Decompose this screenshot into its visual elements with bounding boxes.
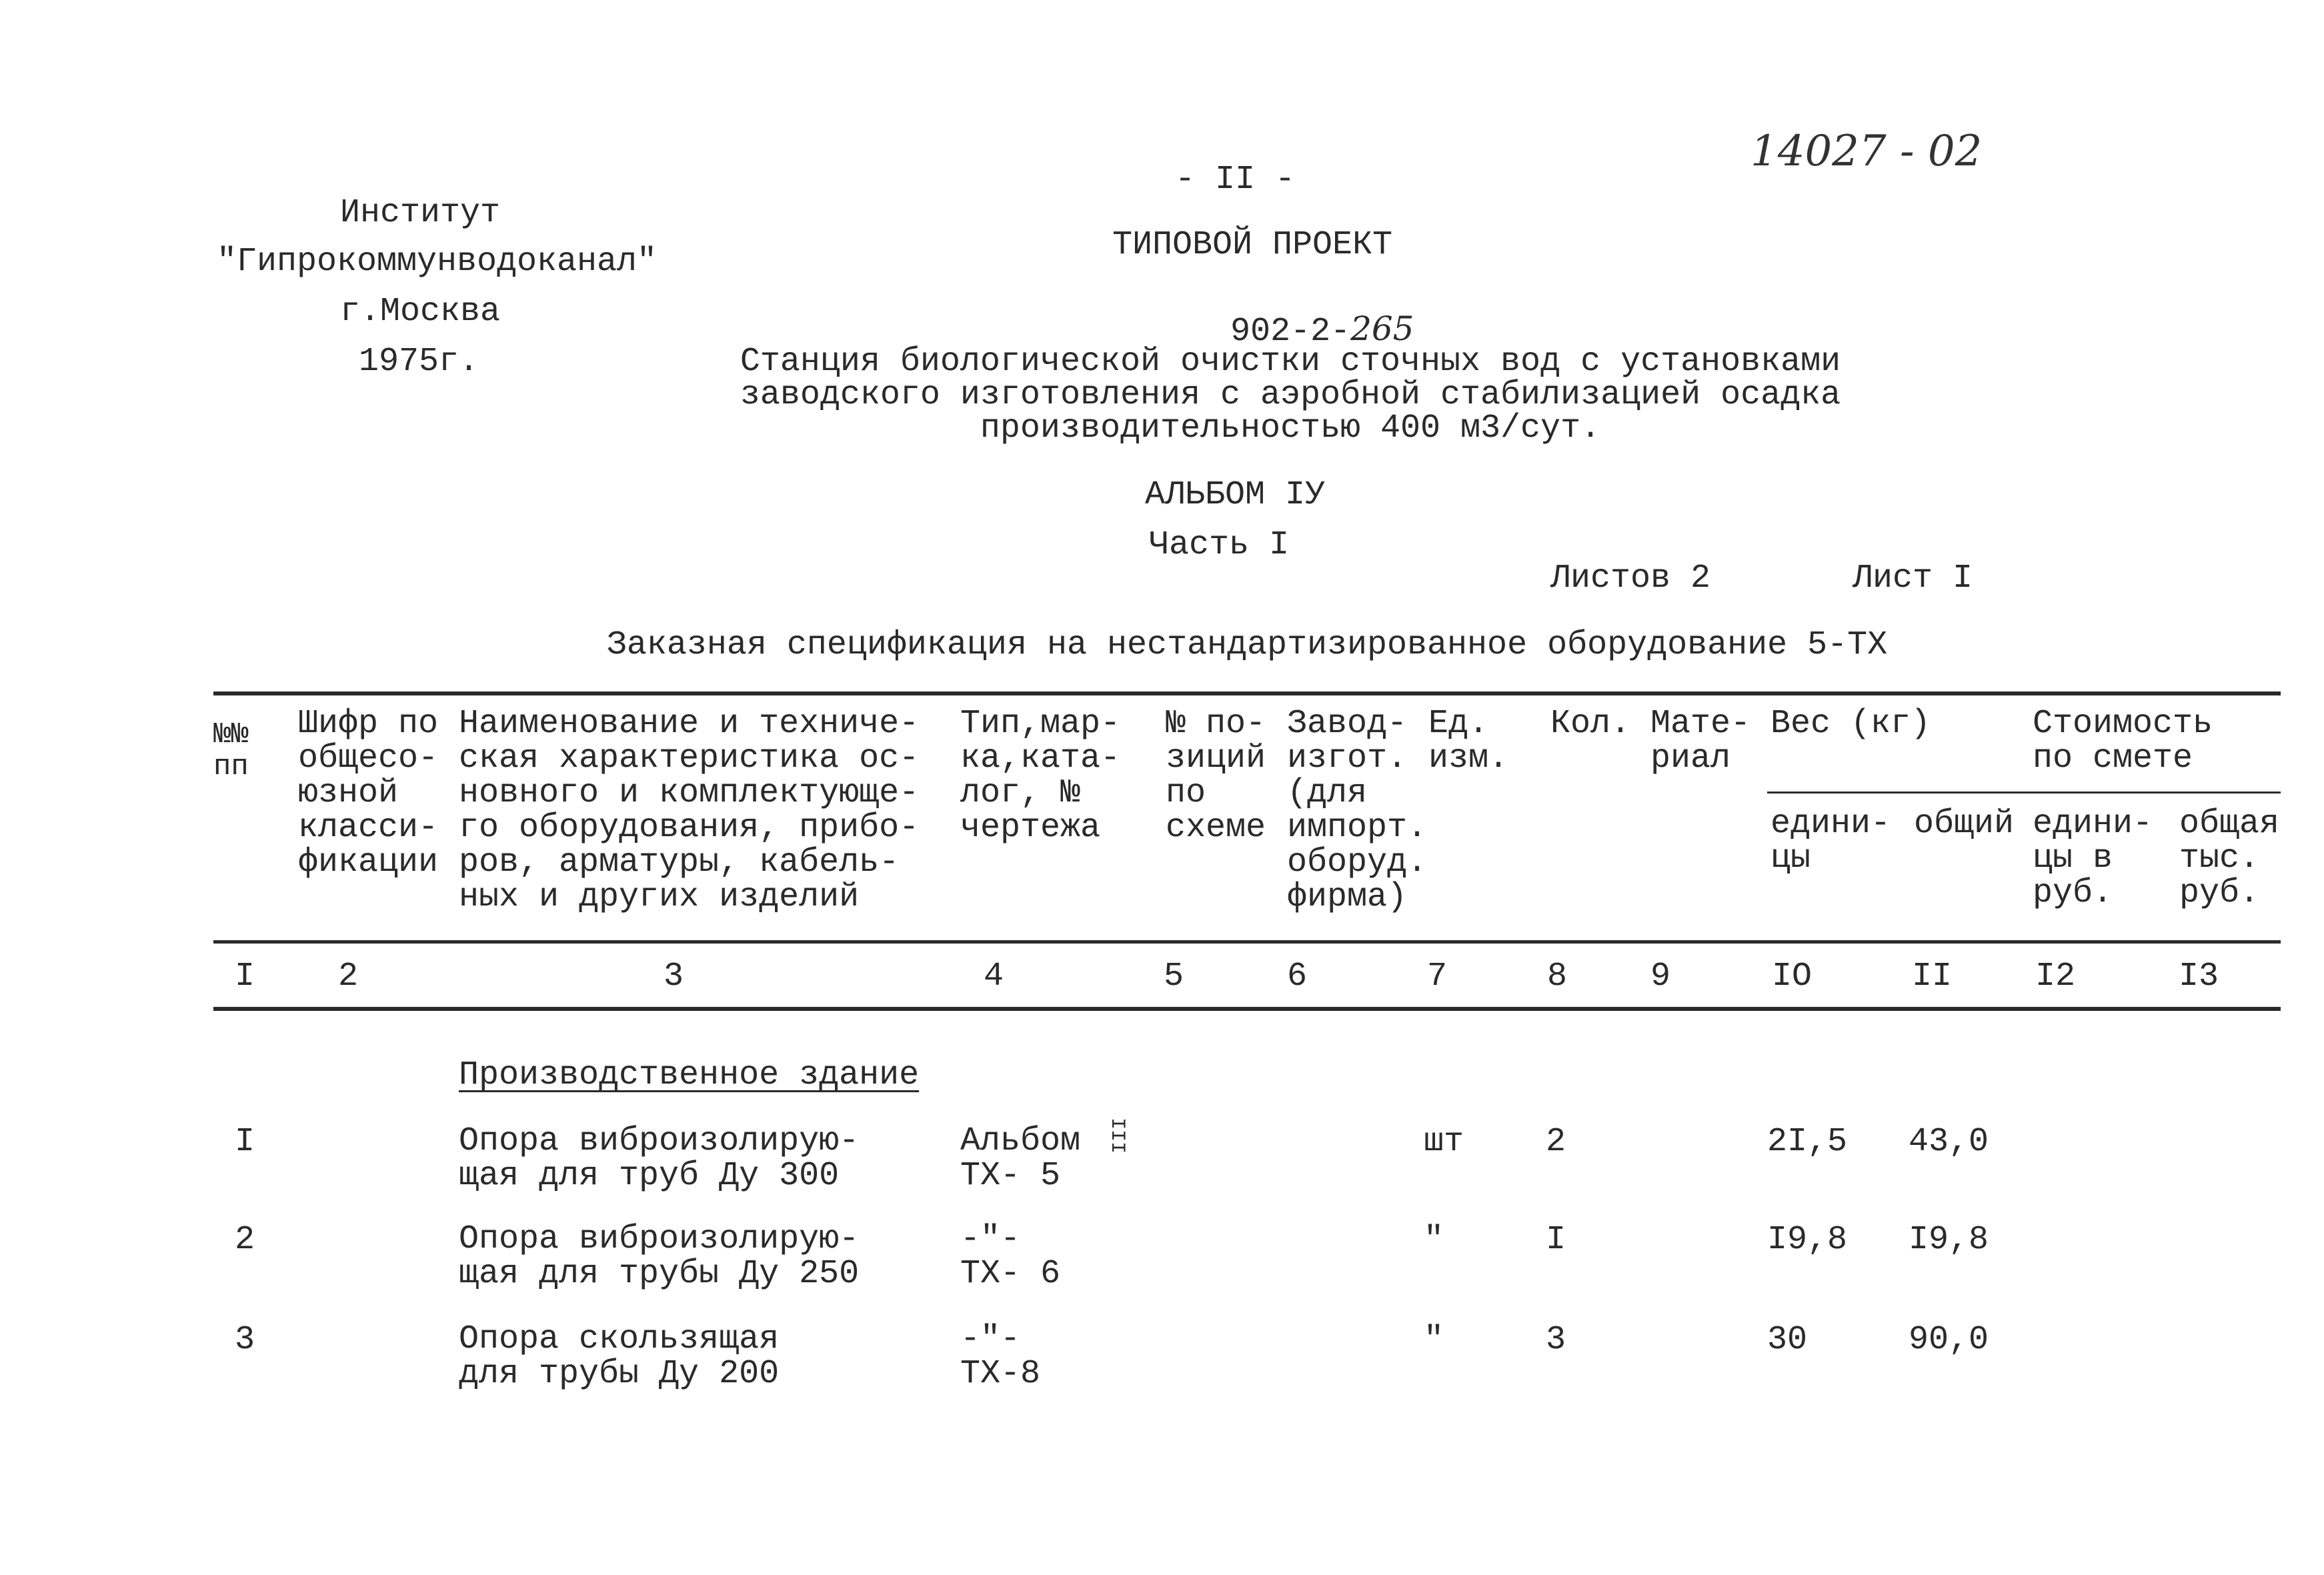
institute-city: г.Москва — [339, 293, 501, 331]
column-number: 3 — [663, 958, 684, 996]
row-type-mark: III — [1106, 1118, 1128, 1154]
header-bottom-rule — [213, 940, 2281, 944]
part-label: Часть I — [1148, 526, 1290, 564]
row-type-catalog: Альбом ТХ- 5 — [960, 1122, 1081, 1195]
row-weight-unit: I9,8 — [1767, 1221, 1848, 1259]
institute-name: "Гипрокоммунводоканал" — [216, 243, 658, 281]
row-number: 3 — [235, 1321, 255, 1359]
row-unit: шт — [1424, 1123, 1464, 1161]
sheets-total: Листов 2 — [1550, 559, 1711, 597]
project-description-line1: Станция биологической очистки сточных вод с установками — [740, 343, 1841, 381]
column-number: 5 — [1163, 958, 1184, 996]
row-weight-unit: 30 — [1767, 1321, 1808, 1359]
column-number: I3 — [2178, 958, 2219, 996]
row-quantity: 3 — [1546, 1321, 1566, 1359]
column-number: 2 — [337, 958, 359, 996]
header-weight-unit: едини- цы — [1771, 805, 1891, 878]
header-classification-code: Шифр по общесо- юзной класси- фикации — [298, 705, 439, 882]
header-unit: Ед. изм. — [1428, 705, 1509, 777]
header-position-number: № по- зиций по схеме — [1166, 705, 1266, 847]
institute-label: Институт — [339, 194, 501, 232]
header-name-characteristics: Наименование и техниче- ская характеристика ос- новного и комплектующе- го оборудования, прибо- ров, арматуры, кабель- ных и других изделий — [459, 705, 920, 916]
album-label: АЛЬБОМ IУ — [1144, 476, 1326, 514]
document-stamp-number: 14027 - 02 — [1751, 127, 1983, 176]
row-type-catalog: -"- ТХ-8 — [960, 1320, 1041, 1393]
row-weight-total: I9,8 — [1909, 1221, 1989, 1259]
header-manufacturer: Завод- изгот. (для импорт. оборуд. фирма) — [1287, 705, 1428, 916]
colnum-bottom-rule — [213, 1007, 2281, 1011]
institute-year: 1975г. — [358, 343, 479, 381]
header-quantity: Кол. — [1550, 705, 1631, 743]
project-type-label: ТИПОВОЙ ПРОЕКТ — [1112, 226, 1393, 264]
sheet-number: Лист I — [1853, 559, 1973, 597]
header-cost-unit: едини- цы в руб. — [2033, 805, 2153, 912]
page-marker: - II - — [1174, 161, 1296, 199]
row-item-name: Опора скользящая для трубы Ду 200 — [459, 1320, 780, 1393]
column-number: 4 — [983, 958, 1004, 996]
row-type-catalog: -"- ТХ- 6 — [960, 1220, 1061, 1293]
weight-group-rule — [1767, 792, 2281, 794]
row-weight-unit: 2I,5 — [1767, 1123, 1848, 1161]
header-cost-group: Стоимость по смете — [2033, 705, 2213, 777]
project-number-suffix: 265 — [1350, 309, 1414, 348]
row-item-name: Опора виброизолирую- щая для трубы Ду 250 — [459, 1220, 860, 1293]
header-weight-total: общий — [1914, 805, 2015, 843]
column-number: 7 — [1426, 958, 1448, 996]
column-number: 6 — [1286, 958, 1308, 996]
column-number: I2 — [2035, 958, 2076, 996]
column-number: I — [234, 958, 255, 996]
column-number: IO — [1771, 958, 1813, 996]
column-number: 8 — [1546, 958, 1568, 996]
header-type-catalog: Тип,мар- ка,ката- лог, № чертежа — [960, 705, 1121, 847]
column-number: II — [1911, 958, 1953, 996]
row-quantity: 2 — [1546, 1123, 1566, 1161]
row-quantity: I — [1546, 1221, 1566, 1259]
table-top-rule — [213, 691, 2281, 695]
header-cost-total: общая тыс. руб. — [2179, 805, 2280, 912]
project-number-prefix: 902-2- — [1230, 313, 1351, 351]
row-unit: " — [1424, 1221, 1444, 1259]
header-material: Мате- риал — [1650, 705, 1751, 777]
row-number: I — [235, 1123, 255, 1161]
row-weight-total: 90,0 — [1909, 1321, 1989, 1359]
spec-title: Заказная спецификация на нестандартизированное оборудование 5-ТХ — [606, 626, 1888, 664]
project-description-line2: заводского изготовления с аэробной стабилизацией осадка — [740, 376, 1841, 414]
row-unit: " — [1424, 1321, 1444, 1359]
column-number: 9 — [1650, 958, 1671, 996]
row-item-name: Опора виброизолирую- щая для труб Ду 300 — [459, 1122, 860, 1195]
header-weight-group: Вес (кг) — [1771, 705, 1931, 743]
project-description-line3: производительностью 400 м3/сут. — [980, 409, 1601, 447]
section-title: Производственное здание — [459, 1056, 920, 1094]
row-weight-total: 43,0 — [1909, 1123, 1989, 1161]
row-number: 2 — [235, 1221, 255, 1259]
header-row-number: №№ пп — [213, 718, 249, 783]
